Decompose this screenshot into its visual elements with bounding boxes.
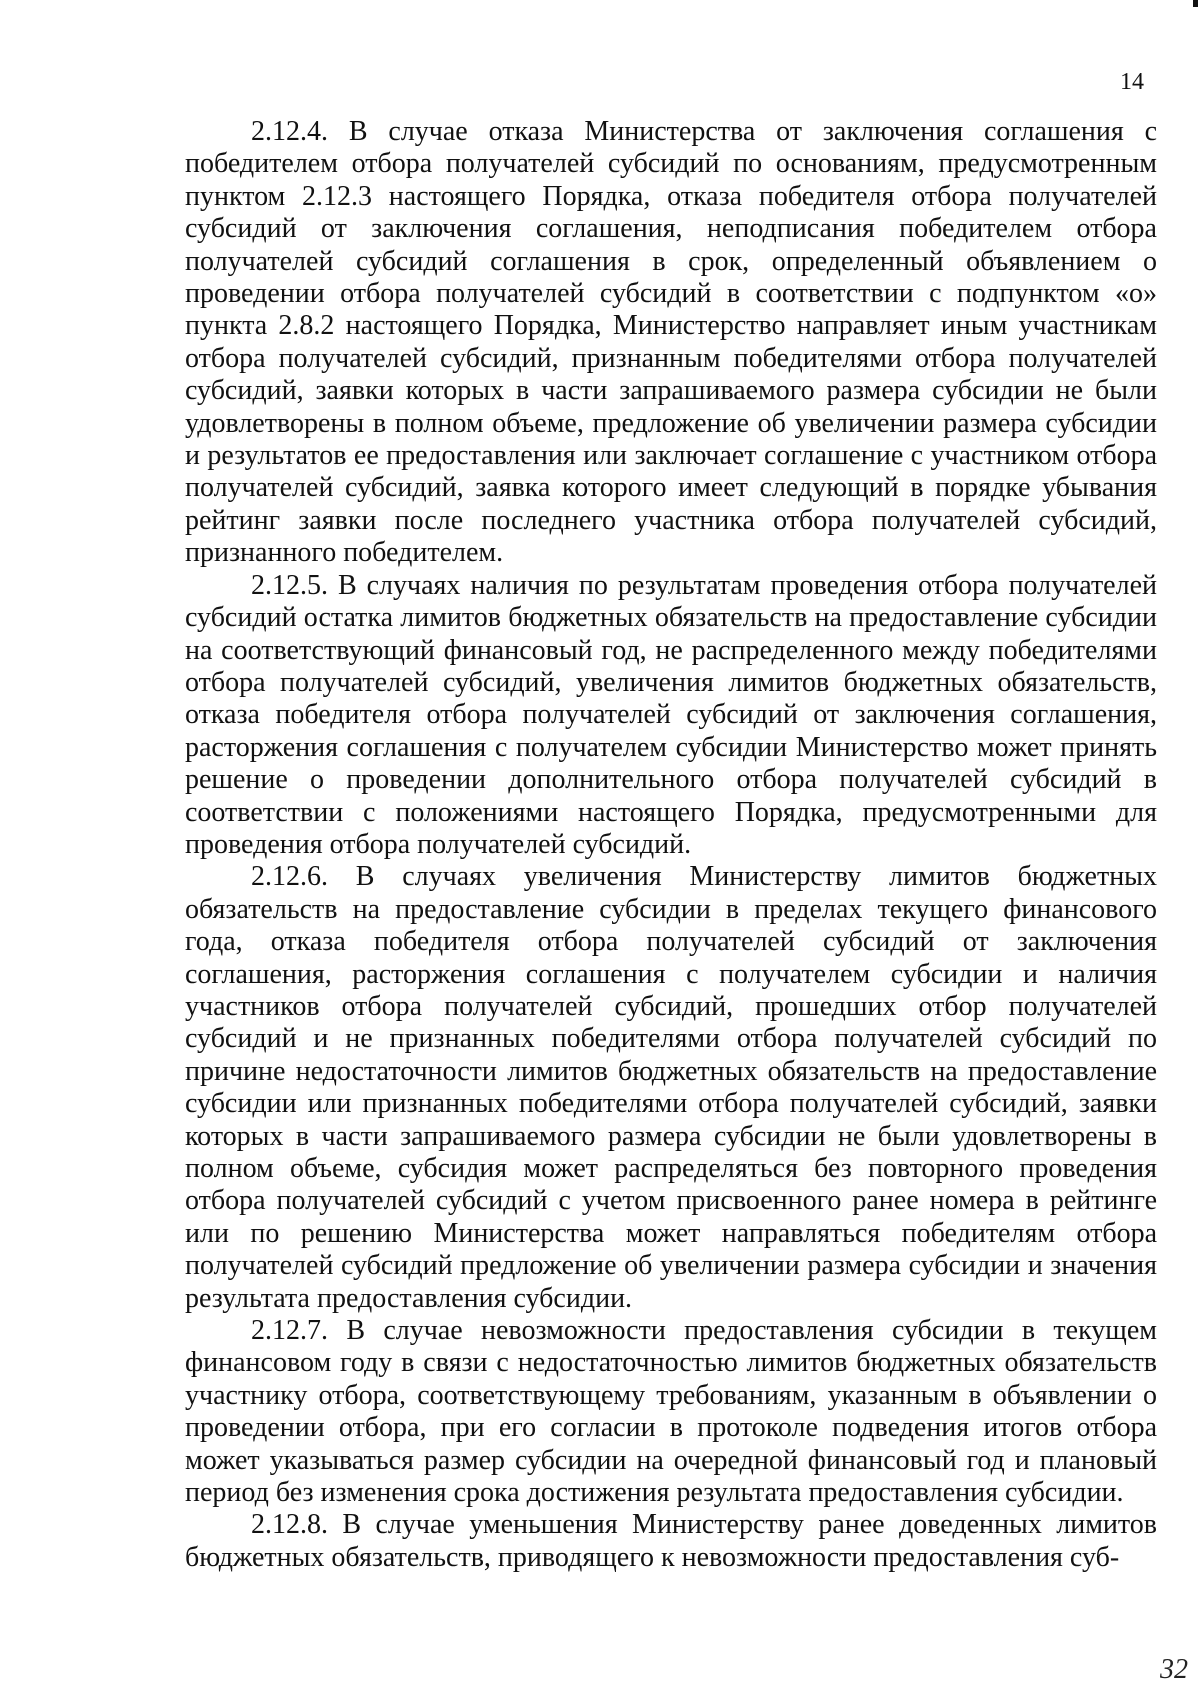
scan-artifact bbox=[1193, 0, 1198, 7]
paragraph-2-12-7: 2.12.7. В случае невозможности предоставления субсидии в текущем финансовом году в связи с недостаточностью лимитов бюджетных обязательств участнику отбора, соответствующему требованиям, указанным в объявлении о проведении отбора, при его согласии в протоколе подведения итогов отбора может указываться размер субсидии на очередной финансовый год и плановый период без изменения срока достижения результата предоставления субсидии. bbox=[185, 1315, 1157, 1509]
document-body bbox=[185, 116, 1157, 1574]
paragraph-2-12-6: 2.12.6. В случаях увеличения Министерству лимитов бюджетных обязательств на предоставление субсидии в пределах текущего финансового года, отказа победителя отбора получателей субсидий от заключения соглашения, расторжения соглашения с получателем субсидии и наличия участников отбора получателей субсидий, прошедших отбор получателей субсидий и не признанных победителями отбора получателей субсидий по причине недостаточности лимитов бюджетных обязательств на предоставление субсидии или признанных победителями отбора получателей субсидий, заявки которых в части запрашиваемого размера субсидии не были удовлетворены в полном объеме, субсидия может распределяться без повторного проведения отбора получателей субсидий с учетом присвоенного ранее номера в рейтинге или по решению Министерства может направляться победителям отбора получателей субсидий предложение об увеличении размера субсидии и значения результата предоставления субсидии. bbox=[185, 861, 1157, 1314]
page-number: 14 bbox=[1120, 69, 1144, 95]
paragraph-2-12-5: 2.12.5. В случаях наличия по результатам проведения отбора получателей субсидий остатка лимитов бюджетных обязательств на предоставление субсидии на соответствующий финансовый год, не распределенного между победителями отбора получателей субсидий, увеличения лимитов бюджетных обязательств, отказа победителя отбора получателей субсидий от заключения соглашения, расторжения соглашения с получателем субсидии Министерство может принять решение о проведении дополнительного отбора получателей субсидий в соответствии с положениями настоящего Порядка, предусмотренными для проведения отбора получателей субсидий. bbox=[185, 569, 1157, 860]
handwritten-sheet-number: 32 bbox=[1160, 1654, 1188, 1685]
paragraph-2-12-8: 2.12.8. В случае уменьшения Министерству ранее доведенных лимитов бюджетных обязательств, приводящего к невозможности предоставления суб- bbox=[185, 1509, 1157, 1573]
paragraph-2-12-4: 2.12.4. В случае отказа Министерства от заключения соглашения с победителем отбора получателей субсидий по основаниям, предусмотренным пунктом 2.12.3 настоящего Порядка, отказа победителя отбора получателей субсидий от заключения соглашения, неподписания победителем отбора получателей субсидий соглашения в срок, определенный объявлением о проведении отбора получателей субсидий в соответствии с подпунктом «о» пункта 2.8.2 настоящего Порядка, Министерство направляет иным участникам отбора получателей субсидий, признанным победителями отбора получателей субсидий, заявки которых в части запрашиваемого размера субсидии не были удовлетворены в полном объеме, предложение об увеличении размера субсидии и результатов ее предоставления или заключает соглашение с участником отбора получателей субсидий, заявка которого имеет следующий в порядке убывания рейтинг заявки после последнего участника отбора получателей субсидий, признанного победителем. bbox=[185, 116, 1157, 569]
